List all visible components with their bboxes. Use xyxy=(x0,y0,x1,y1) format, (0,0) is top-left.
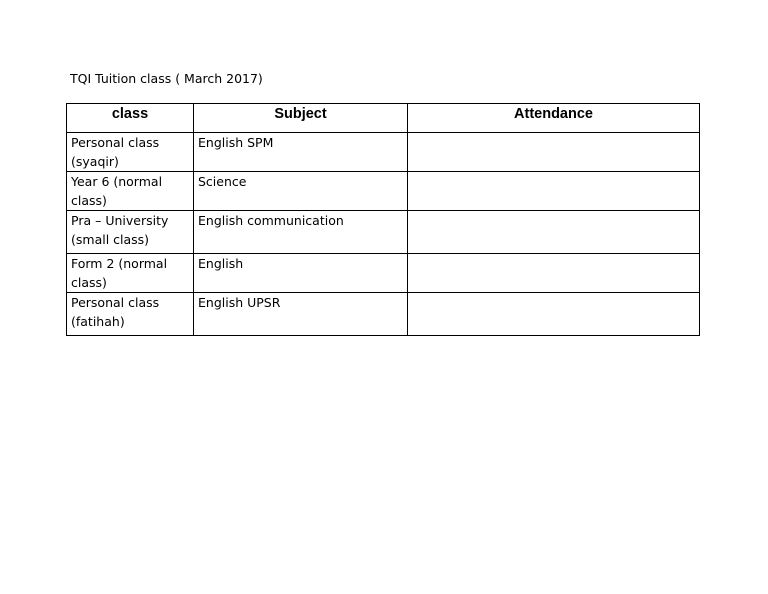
class-line: Personal class xyxy=(71,135,160,150)
attendance-table xyxy=(66,103,700,336)
class-cell xyxy=(67,172,194,211)
subject-cell: English xyxy=(194,254,408,293)
class-cell xyxy=(67,293,194,336)
class-line: class) xyxy=(71,193,107,208)
table-row xyxy=(67,293,700,336)
subject-cell: Science xyxy=(194,172,408,211)
subject-cell: English SPM xyxy=(194,133,408,172)
header-class: class xyxy=(67,104,194,133)
class-cell xyxy=(67,133,194,172)
class-cell xyxy=(67,254,194,293)
class-line: Pra – University xyxy=(71,213,169,228)
attendance-cell[interactable] xyxy=(408,133,700,172)
document-title: TQI Tuition class ( March 2017) xyxy=(70,71,263,86)
attendance-cell[interactable] xyxy=(408,211,700,254)
table-row xyxy=(67,172,700,211)
subject-cell: English UPSR xyxy=(194,293,408,336)
table-header-row xyxy=(67,104,700,133)
class-line: (fatihah) xyxy=(71,314,125,329)
table-row xyxy=(67,133,700,172)
class-line: class) xyxy=(71,275,107,290)
class-line: Form 2 (normal xyxy=(71,256,168,271)
class-line: (small class) xyxy=(71,232,150,247)
attendance-cell[interactable] xyxy=(408,254,700,293)
class-cell xyxy=(67,211,194,254)
table-row xyxy=(67,254,700,293)
class-line: (syaqir) xyxy=(71,154,119,169)
class-line: Year 6 (normal xyxy=(71,174,163,189)
class-line: Personal class xyxy=(71,295,160,310)
table-row xyxy=(67,211,700,254)
attendance-cell[interactable] xyxy=(408,293,700,336)
subject-cell: English communication xyxy=(194,211,408,254)
header-attendance: Attendance xyxy=(408,104,700,133)
header-subject: Subject xyxy=(194,104,408,133)
attendance-cell[interactable] xyxy=(408,172,700,211)
